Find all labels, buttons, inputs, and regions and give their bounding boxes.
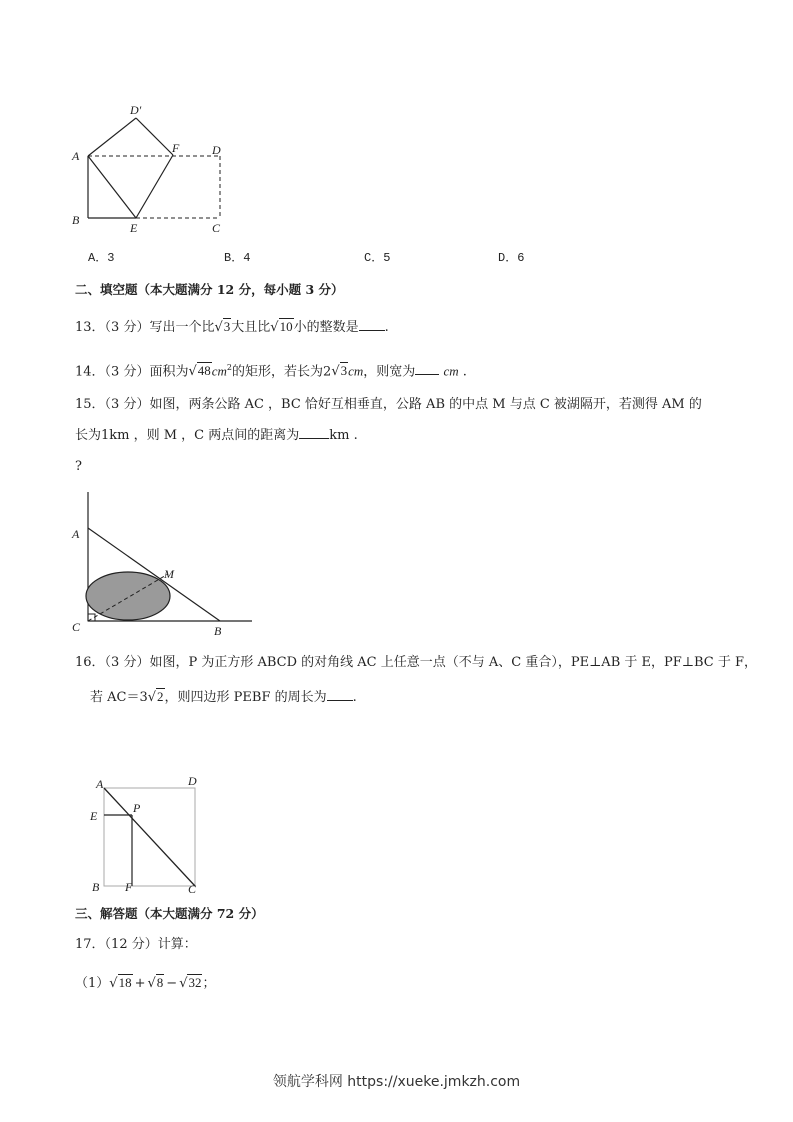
fig1-label-Dprime: D′ xyxy=(130,103,142,117)
q14-tail: . xyxy=(462,364,467,380)
fig3-label-C: C xyxy=(188,882,197,896)
fig1-label-E: E xyxy=(130,221,138,235)
fig2-label-C: C xyxy=(72,620,81,634)
fig2-lake xyxy=(86,572,170,620)
q17-end: ； xyxy=(202,976,216,991)
q16-answer-blank[interactable] xyxy=(327,688,353,701)
fig3-label-D: D xyxy=(188,774,197,788)
footer-watermark: 领航学科网 https://xueke.jmkzh.com xyxy=(272,1074,521,1090)
q14-text-c: ，则宽为 xyxy=(363,364,416,380)
question-15-line1: 15．（3 分）如图，两条公路 AC ，BC 恰好互相垂直，公路 AB 的中点 M 与点 C 被湖隔开，若测得 AM 的 xyxy=(75,397,702,412)
q16-tail: . xyxy=(352,690,357,705)
fig1-label-A: A xyxy=(72,149,80,163)
question-13 xyxy=(75,318,389,337)
q17-sqrt8: √8 xyxy=(147,975,164,991)
q17-sqrt18: √18 xyxy=(109,975,132,991)
q13-text-a: 13．（3 分）写出一个比 xyxy=(75,320,215,335)
question-14 xyxy=(75,359,467,381)
question-16-line2 xyxy=(90,688,357,707)
fig1-label-F: F xyxy=(172,141,180,155)
fig1-edge-AE xyxy=(88,156,136,218)
fig2-label-M: M xyxy=(164,567,174,581)
figure-folded-rectangle xyxy=(60,98,240,238)
q15-text-b: km . xyxy=(329,428,358,443)
q17-part1-label: （1） xyxy=(75,976,110,991)
figure-lake-roads xyxy=(60,488,260,643)
q14-text-b: 的矩形，若长为 xyxy=(232,364,324,380)
q17-plus: + xyxy=(134,976,146,991)
question-17-part1 xyxy=(75,974,216,993)
question-16-line1: 16．（3 分）如图，P 为正方形 ABCD 的对角线 AC 上任意一点（不与 A、C 重合），PE⊥AB 于 E，PF⊥BC 于 F， xyxy=(75,655,758,670)
fig3-label-E: E xyxy=(90,809,98,823)
question-17-title: 17．（12 分）计算： xyxy=(75,937,197,952)
q16-text-b: ，则四边形 PEBF 的周长为 xyxy=(164,690,327,705)
question-15-line2 xyxy=(75,426,358,445)
q14-sup: 2 xyxy=(226,363,233,372)
fig3-diagonal-AC xyxy=(104,788,195,886)
option-a: A．3 xyxy=(88,251,115,265)
q13-text-b: 大且比 xyxy=(231,320,271,335)
q15-answer-blank[interactable] xyxy=(299,426,329,439)
fig3-label-A: A xyxy=(96,777,104,791)
question-mark: ? xyxy=(75,459,82,474)
q13-tail: . xyxy=(384,320,389,335)
q17-sqrt32: √32 xyxy=(179,975,202,991)
q16-sqrt2: √2 xyxy=(147,689,164,705)
q17-minus: − xyxy=(166,976,178,991)
q14-answer-blank[interactable] xyxy=(415,362,439,375)
q14-coef: 2 xyxy=(323,364,332,380)
option-b: B．4 xyxy=(224,251,251,265)
q14-unit1: cm xyxy=(211,363,227,379)
q16-text-a: 若 AC＝3 xyxy=(90,690,148,705)
section3-title: 三、解答题（本大题满分 72 分） xyxy=(75,906,264,921)
figure-square-diagonal xyxy=(80,772,210,897)
fig1-edge-AD' xyxy=(88,118,136,156)
q14-sqrt48: √48 xyxy=(188,363,211,380)
q14-sqrt3: √3 xyxy=(331,363,348,380)
q13-sqrt10: √10 xyxy=(270,319,293,335)
q14-unit3: cm xyxy=(443,363,459,379)
option-d: D．6 xyxy=(498,251,525,265)
section2-title: 二、填空题（本大题满分 12 分，每小题 3 分） xyxy=(75,282,344,297)
q15-text-a: 长为1km ，则 M ，C 两点间的距离为 xyxy=(75,428,300,443)
fig2-label-B: B xyxy=(214,624,222,638)
q14-unit2: cm xyxy=(348,363,364,379)
q14-text-a: 14．（3 分）面积为 xyxy=(75,364,189,380)
fig1-label-C: C xyxy=(212,221,221,235)
q13-answer-blank[interactable] xyxy=(359,318,385,331)
fig3-label-F: F xyxy=(125,880,133,894)
fig1-edge-D'F xyxy=(136,118,173,155)
fig1-label-D: D xyxy=(212,143,221,157)
fig1-label-B: B xyxy=(72,213,80,227)
q13-sqrt3: √3 xyxy=(214,319,231,335)
option-c: C．5 xyxy=(364,251,391,265)
fig2-label-A: A xyxy=(72,527,80,541)
fig3-label-P: P xyxy=(133,801,141,815)
q13-text-c: 小的整数是 xyxy=(293,320,359,335)
fig1-edge-FE xyxy=(136,155,173,218)
fig3-label-B: B xyxy=(92,880,100,894)
